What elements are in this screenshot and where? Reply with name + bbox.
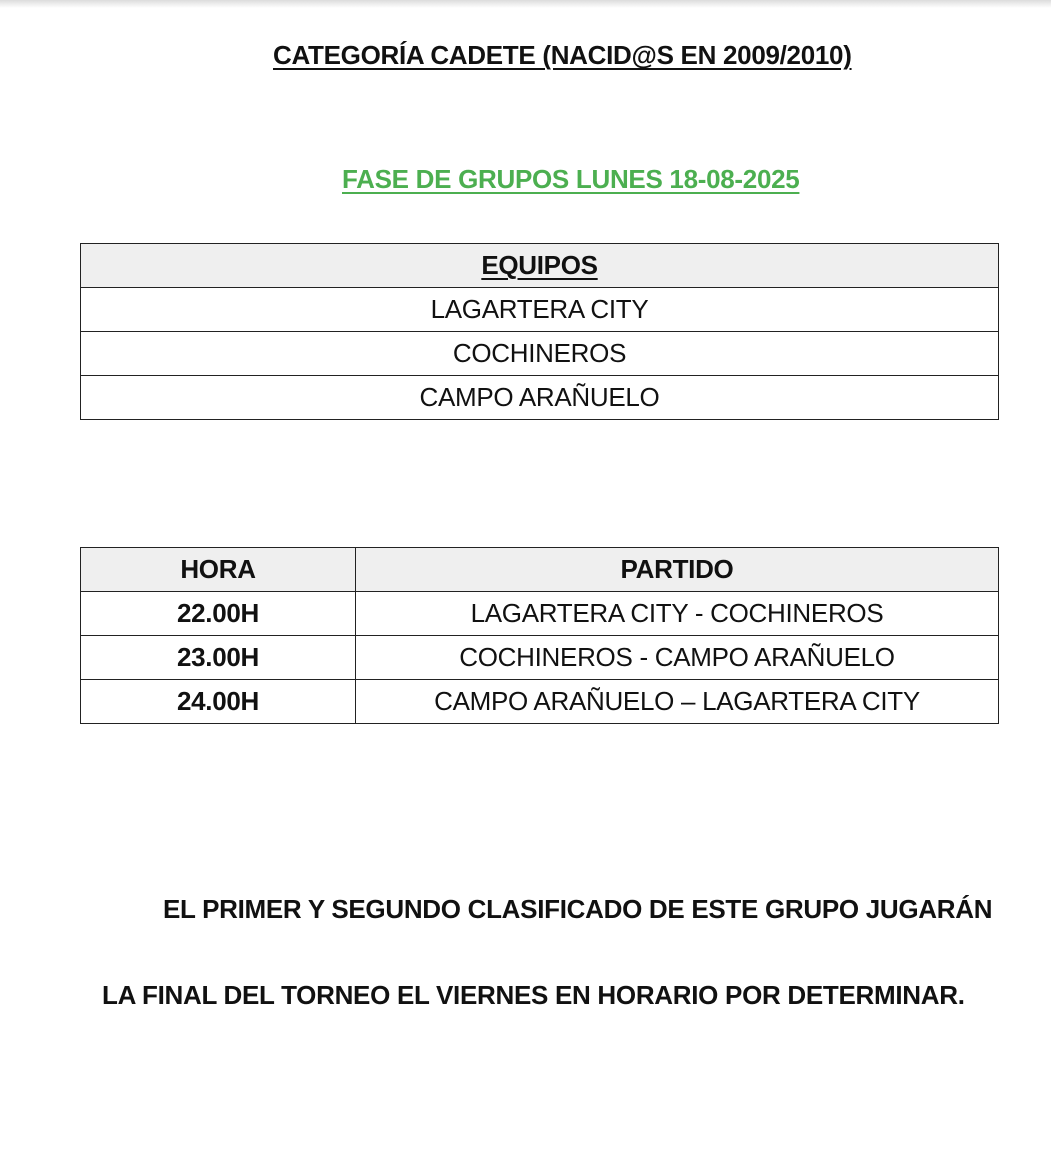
teams-header-row [81,244,999,288]
hour-cell: 23.00H [81,636,356,680]
team-cell: COCHINEROS [81,332,999,376]
teams-header-cell [81,244,999,288]
hour-header-cell: HORA [81,548,356,592]
team-cell: LAGARTERA CITY [81,288,999,332]
schedule-header-row [81,548,999,592]
table-row [81,332,999,376]
team-cell: CAMPO ARAÑUELO [81,376,999,420]
teams-table [80,243,999,420]
table-row [81,376,999,420]
qualification-note-line-2: LA FINAL DEL TORNEO EL VIERNES EN HORARIO POR DETERMINAR. [102,980,965,1010]
page-top-shadow [0,0,1051,8]
table-row [81,592,999,636]
page-title: CATEGORÍA CADETE (NACID@S EN 2009/2010) [273,40,852,70]
match-header-cell: PARTIDO [356,548,999,592]
table-row [81,636,999,680]
qualification-note-line-1: EL PRIMER Y SEGUNDO CLASIFICADO DE ESTE GRUPO JUGARÁN [163,894,993,924]
match-cell: CAMPO ARAÑUELO – LAGARTERA CITY [356,680,999,724]
match-cell: LAGARTERA CITY - COCHINEROS [356,592,999,636]
teams-header-label: EQUIPOS [481,250,598,280]
schedule-table [80,547,999,724]
table-row [81,288,999,332]
match-cell: COCHINEROS - CAMPO ARAÑUELO [356,636,999,680]
hour-cell: 24.00H [81,680,356,724]
table-row [81,680,999,724]
hour-cell: 22.00H [81,592,356,636]
group-stage-subtitle: FASE DE GRUPOS LUNES 18-08-2025 [342,164,800,194]
